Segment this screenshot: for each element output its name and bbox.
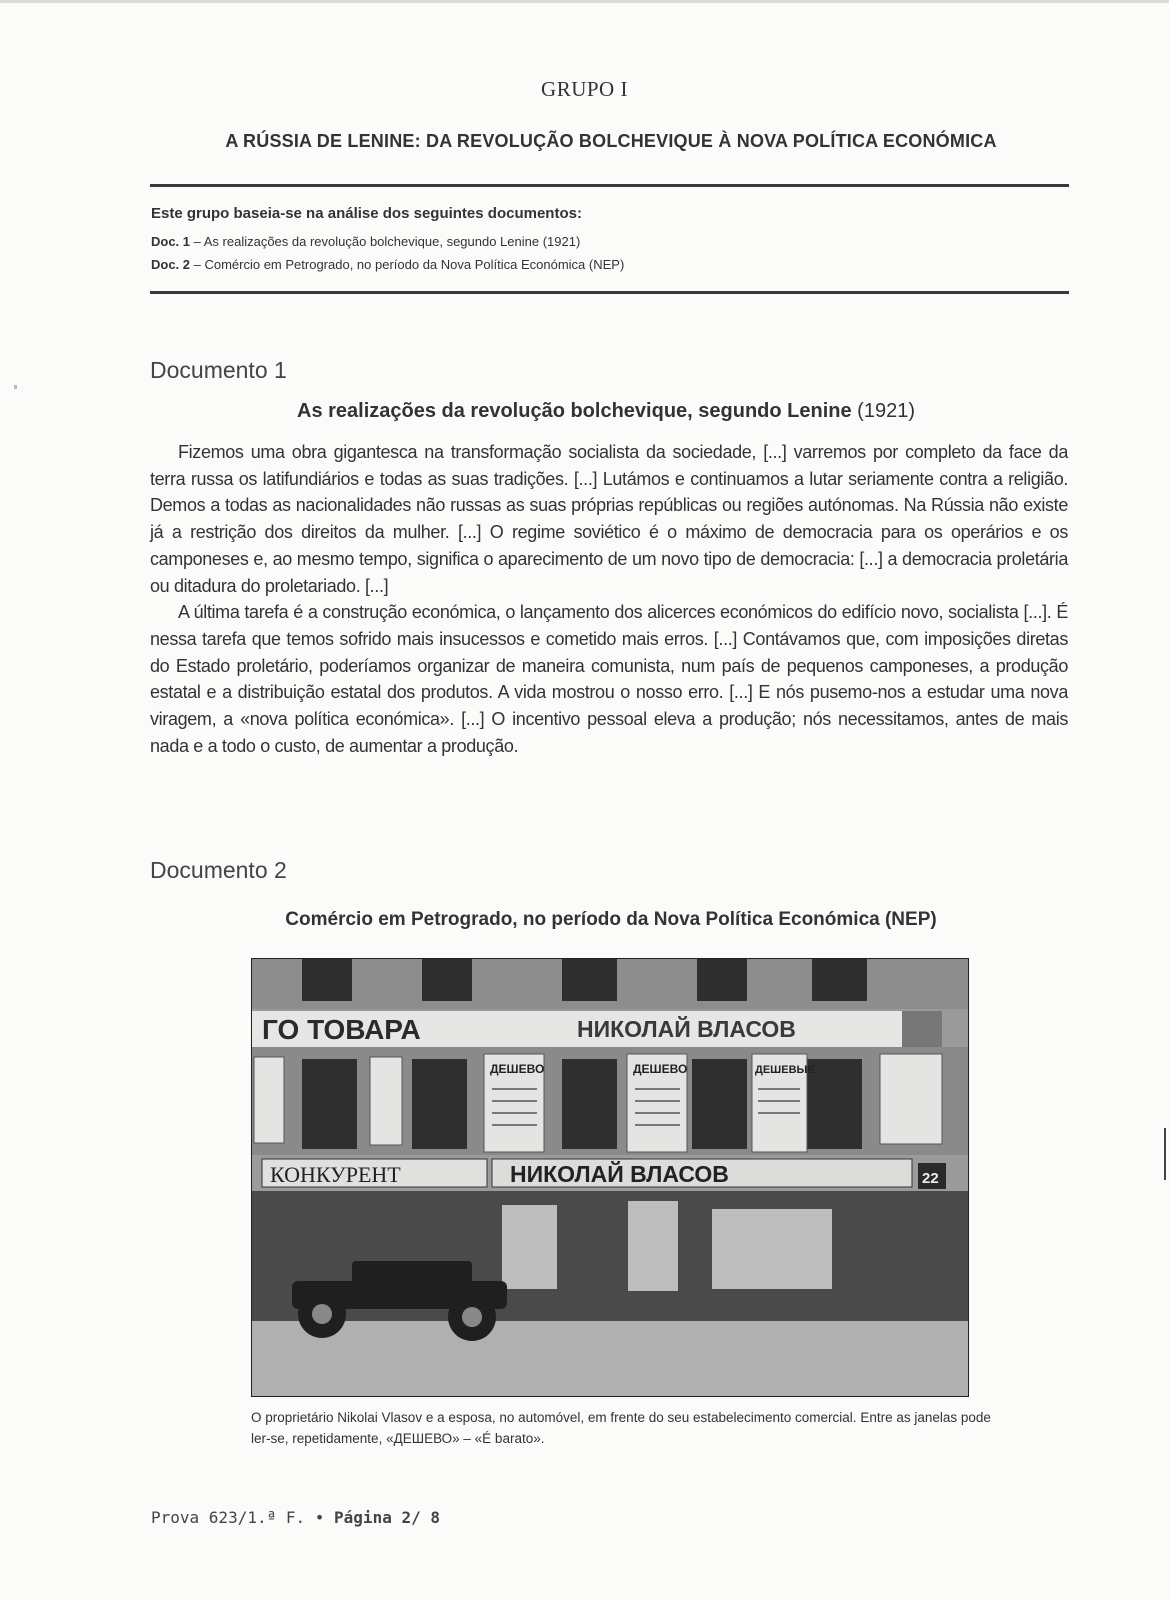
doc-ref: Doc. 2 xyxy=(151,257,191,272)
paragraph: A última tarefa é a construção económica, o lançamento dos alicerces económicos do edifício novo, socialista [...]. É nessa tarefa que temos sofrido mais insucessos e cometido mais erros. [...] Contávamos que, com imposições diretas do Estado proletário, poderíamos organizar de maneira comunista, num país de pequenos camponeses, a produção estatal e a distribuição estatal dos produtos. A vida mostrou o nosso erro. [...] E nós pusemo-nos a estudar uma nova viragem, a «nova política económica». [...] O incentivo pessoal eleva a produção; nós necessitamos, antes de mais nada e a todo o custo, de aumentar a produção. xyxy=(150,602,1068,756)
storefront-illustration xyxy=(252,959,968,1396)
document-2-heading: Documento 2 xyxy=(150,857,287,883)
doc-list-item xyxy=(151,234,1061,249)
divider-rule xyxy=(150,291,1069,294)
scan-top-edge xyxy=(0,0,1169,3)
scan-mark xyxy=(14,385,17,389)
storefront-photo xyxy=(251,958,969,1397)
photo-caption: O proprietário Nikolai Vlasov e a esposa, no automóvel, em frente do seu estabelecimento comercial. Entre as janelas pode ler-se, repetidamente, «ДЕШЕВО» – «É barato». xyxy=(251,1410,991,1446)
lower-banner-left-text: КОНКУРЕНТ xyxy=(270,1162,401,1187)
doc-desc: – Comércio em Petrogrado, no período da Nova Política Económica (NEP) xyxy=(190,257,625,272)
doc-desc: – As realizações da revolução bolchevique, segundo Lenine (1921) xyxy=(190,234,581,249)
page-footer xyxy=(151,1508,440,1527)
documents-intro: Este grupo baseia-se na análise dos seguintes documentos: xyxy=(151,205,582,222)
doc-list-item xyxy=(151,257,1061,272)
page-number: Página 2/ 8 xyxy=(334,1508,440,1527)
sign-cheap-3: ДЕШЕВЫЕ xyxy=(755,1064,815,1076)
lower-banner-right-text: НИКОЛАЙ ВЛАСОВ xyxy=(510,1161,729,1187)
exam-code: Prova 623/1.ª F. • xyxy=(151,1508,335,1527)
document-1-title-text: As realizações da revolução bolchevique, segundo Lenine xyxy=(297,400,852,422)
doc-ref: Doc. 1 xyxy=(151,234,191,249)
house-number: 22 xyxy=(922,1170,939,1187)
document-1-text xyxy=(150,439,1068,759)
document-1-title xyxy=(0,400,1169,423)
scan-mark xyxy=(1164,1128,1166,1180)
top-banner-right-text: НИКОЛАЙ ВЛАСОВ xyxy=(577,1016,796,1042)
main-heading: A RÚSSIA DE LENINE: DA REVOLUÇÃO BOLCHEVIQUE À NOVA POLÍTICA ECONÓMICA xyxy=(225,131,997,151)
sign-cheap-1: ДЕШЕВО xyxy=(490,1062,545,1076)
documents-box xyxy=(151,205,1061,280)
sign-cheap-2: ДЕШЕВО xyxy=(633,1062,688,1076)
divider-rule xyxy=(150,184,1069,187)
document-1-year: (1921) xyxy=(851,400,915,422)
group-title: GRUPO I xyxy=(541,77,628,101)
document-2-title: Comércio em Petrogrado, no período da Nova Política Económica (NEP) xyxy=(285,909,937,930)
paragraph: Fizemos uma obra gigantesca na transformação socialista da sociedade, [...] varremos por completo da face da terra russa os latifundiários e todas as suas tradições. [...] Lutámos e continuamos a lutar seriamente contra a religião. Demos a todas as nacionalidades não russas as suas próprias repúblicas ou regiões autónomas. Na Rússia não existe já a restrição dos direitos da mulher. [...] O regime soviético é o máximo de democracia para os operários e os camponeses e, ao mesmo tempo, significa o aparecimento de um novo tipo de democracia: [...] a democracia proletária ou ditadura do proletariado. [...] xyxy=(150,442,1068,596)
top-banner-left-text: ГО ТОВАРА xyxy=(262,1014,421,1045)
document-1-heading: Documento 1 xyxy=(150,357,287,383)
